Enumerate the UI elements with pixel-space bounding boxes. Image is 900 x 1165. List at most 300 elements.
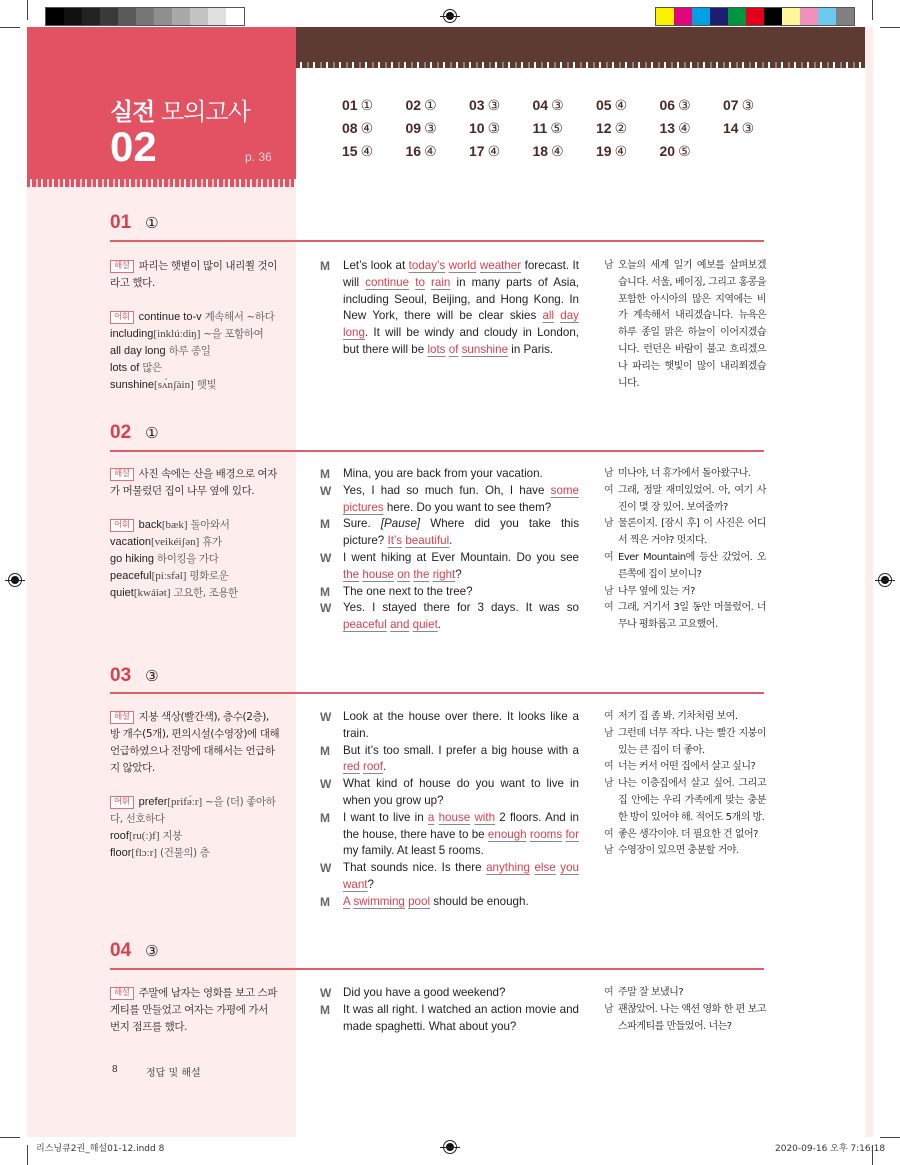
translation-line xyxy=(604,258,766,392)
dialog-fragment: [Pause] xyxy=(380,517,421,531)
dialog-line xyxy=(320,258,579,359)
dialog-fragment: Did you have a good weekend? xyxy=(343,986,506,999)
dialog-fragment: here. Do you want to see them? xyxy=(383,500,552,514)
translation-line xyxy=(604,709,766,726)
color-swatch xyxy=(728,8,746,25)
translation-line xyxy=(604,726,766,760)
answer-key-item xyxy=(406,120,470,137)
vocabulary-tag: 어휘 xyxy=(110,796,134,809)
dialog-text xyxy=(343,743,579,777)
dialog-line xyxy=(320,516,579,550)
speaker-label: 여 xyxy=(604,551,614,563)
gray-swatch xyxy=(190,8,208,25)
vocabulary-item xyxy=(110,377,280,394)
color-swatch xyxy=(674,8,692,25)
section-heading xyxy=(110,665,159,687)
gray-swatch xyxy=(226,8,244,25)
color-swatch xyxy=(710,8,728,25)
section-number: 03 xyxy=(110,665,132,686)
speaker-label: M xyxy=(320,1002,330,1017)
dialog-fragment: Where did you take this picture? xyxy=(343,517,579,548)
dialog-fragment: ? xyxy=(455,567,462,581)
dialog-line xyxy=(320,894,579,911)
dictation-blank: roof xyxy=(363,760,383,774)
slug-timestamp: 2020-09-16 오후 7:16:18 xyxy=(775,1144,886,1154)
answer-key-item xyxy=(406,97,470,114)
vocab-word: prefer xyxy=(138,796,168,808)
dialog-fragment: Yes. I stayed there for 3 days. It was so xyxy=(343,601,579,615)
answer-choice: ③ xyxy=(487,120,501,136)
registration-mark-icon xyxy=(8,573,22,587)
vocab-phonetic: [sʌ́nʃàin] xyxy=(154,379,194,391)
answer-choice: ② xyxy=(614,120,628,136)
answer-key-item xyxy=(596,120,660,137)
dictation-blank: weather xyxy=(479,259,522,272)
dialog-fragment: Let’s look at xyxy=(343,259,409,272)
translation-text: 저기 집 좀 봐. 기차처럼 보여. xyxy=(618,711,738,722)
grayscale-color-bar xyxy=(45,7,245,26)
vocab-meaning: 평화로운 xyxy=(189,570,229,582)
color-swatch xyxy=(692,8,710,25)
vocab-meaning: 돌아와서 xyxy=(190,519,230,531)
dictation-blank: peaceful xyxy=(343,618,387,632)
vocabulary-item xyxy=(110,551,280,568)
translation-text: 수영장이 있으면 충분할 거야. xyxy=(618,845,739,857)
translation-text: 괜찮았어. 나는 액션 영화 한 편 보고 스파게티를 만들었어. 너는? xyxy=(618,1003,766,1032)
translation-text: 미나야, 너 휴가에서 돌아왔구나. xyxy=(618,468,751,479)
speaker-label: 남 xyxy=(604,518,614,530)
registration-mark-icon xyxy=(443,1140,457,1154)
dialog-text xyxy=(343,985,579,1002)
explanation-block xyxy=(110,466,280,602)
right-bleed-strip xyxy=(865,27,873,1137)
gray-swatch xyxy=(64,8,82,25)
dialog-text xyxy=(343,550,579,584)
question-number: 07 xyxy=(723,97,739,113)
vocab-word: floor xyxy=(110,847,132,859)
speaker-label: W xyxy=(320,550,332,565)
answer-choice: ④ xyxy=(424,143,437,159)
answer-key-item xyxy=(406,143,470,160)
vocab-word: sunshine xyxy=(110,379,155,391)
section-answer: ③ xyxy=(145,943,159,960)
vocab-word: continue to-v xyxy=(138,311,202,323)
translation-line xyxy=(604,843,766,860)
dialog-line xyxy=(320,550,579,584)
answer-key-item xyxy=(469,143,533,160)
color-swatch xyxy=(782,8,800,25)
answer-choice: ⑤ xyxy=(678,143,691,159)
answer-choice: ③ xyxy=(741,120,755,136)
translation-line xyxy=(604,516,766,550)
answer-key-item xyxy=(596,97,660,114)
dictation-blank: rooms xyxy=(529,827,563,841)
explanation xyxy=(110,466,280,500)
dictation-blank: pictures xyxy=(343,500,384,514)
dictation-blank: enough xyxy=(487,827,527,841)
answer-choice: ④ xyxy=(487,143,501,159)
color-swatch xyxy=(818,8,836,25)
korean-translation xyxy=(604,709,766,860)
section-answer: ① xyxy=(145,425,159,442)
vocabulary-item xyxy=(110,828,280,845)
dialog-fragment: Yes, I had so much fun. Oh, I have xyxy=(343,483,551,497)
question-number: 01 xyxy=(342,97,358,113)
dialog-fragment: in Paris. xyxy=(508,342,554,356)
dictation-blank: beautiful xyxy=(405,534,450,548)
question-number: 18 xyxy=(532,143,549,159)
dictation-blank: red xyxy=(343,760,360,774)
explanation-tag: 해설 xyxy=(110,468,134,481)
answer-key-item xyxy=(723,120,787,137)
speaker-label: 남 xyxy=(604,727,614,739)
vocab-word: back xyxy=(138,519,162,531)
answer-choice: ④ xyxy=(551,143,564,159)
vocab-meaning: ~을 (더) 좋아하다, 선호하다 xyxy=(110,796,276,825)
vocab-phonetic: [ru(ː)f] xyxy=(128,830,160,842)
translation-line xyxy=(604,827,766,844)
vocab-meaning: 하이킹을 가다 xyxy=(157,553,219,565)
vocabulary-list xyxy=(110,309,280,394)
answer-key-item xyxy=(723,97,787,114)
answer-key-item xyxy=(660,143,724,160)
answer-key-item xyxy=(342,143,406,160)
dialog-fragment: in many parts of Asia, including Seoul, Beijing, and Hong Kong. In New York, there will be clear skies xyxy=(343,275,579,323)
crop-mark xyxy=(880,1137,900,1138)
answer-key-grid xyxy=(342,97,787,160)
answer-key-item xyxy=(660,120,724,137)
question-number: 05 xyxy=(596,97,612,113)
color-swatch xyxy=(746,8,764,25)
answer-key-item xyxy=(533,143,597,160)
vocabulary-list xyxy=(110,794,280,862)
vocabulary-item xyxy=(110,517,280,534)
dialog-text xyxy=(343,709,579,743)
speaker-label: M xyxy=(320,894,330,909)
question-number: 14 xyxy=(723,120,739,136)
korean-translation xyxy=(604,466,766,634)
translation-line xyxy=(604,483,766,517)
vocabulary-item xyxy=(110,309,280,326)
dictation-blank: today’s xyxy=(408,259,446,272)
vocabulary-tag: 어휘 xyxy=(110,311,134,324)
vocabulary-item xyxy=(110,794,280,828)
translation-text: Ever Mountain에 등산 갔었어. 오른쪽에 집이 보이니? xyxy=(618,551,766,580)
dialog-fragment: . xyxy=(437,618,442,632)
answer-key-item xyxy=(533,120,597,137)
translation-line xyxy=(604,550,766,584)
speaker-label: 여 xyxy=(604,761,614,773)
dialog-text xyxy=(343,1002,579,1036)
translation-text: 오늘의 세계 일기 예보를 살펴보겠습니다. 서울, 베이징, 그리고 홍콩을 포함한 아시아의 많은 지역에는 비가 계속해서 내리겠습니다. 뉴욕은 하루 종일 맑은 하늘이 이어지겠습니다. 런던은 바람이 불고 흐리겠으나 파리는 햇빛이 많이 내리쬐겠습니다. xyxy=(618,260,766,389)
speaker-label: W xyxy=(320,777,332,792)
speaker-label: M xyxy=(320,743,330,758)
speaker-label: 여 xyxy=(604,711,614,722)
translation-line xyxy=(604,776,766,826)
vocabulary-item xyxy=(110,845,280,862)
dictation-blank: long xyxy=(343,326,365,340)
dictation-blank: house xyxy=(438,810,471,824)
answer-choice: ③ xyxy=(741,97,755,113)
explanation-block xyxy=(110,709,280,862)
dialog-fragment: ? xyxy=(367,877,374,891)
vocabulary-item xyxy=(110,343,280,360)
gray-swatch xyxy=(154,8,172,25)
dialog-fragment: my family. At least 5 rooms. xyxy=(343,844,484,858)
section-number: 01 xyxy=(110,212,132,233)
answer-choice: ③ xyxy=(678,97,691,113)
speaker-label: 남 xyxy=(604,845,614,857)
dialog-line xyxy=(320,776,579,810)
dialog-text xyxy=(343,810,579,860)
question-number: 03 xyxy=(469,97,485,113)
question-number: 10 xyxy=(469,120,485,136)
answer-key-item xyxy=(533,97,597,114)
speaker-label: 남 xyxy=(604,778,614,790)
answer-key-item xyxy=(469,97,533,114)
dialog-fragment: . It will be windy and cloudy in London, but there will be xyxy=(343,326,579,356)
vocabulary-item xyxy=(110,360,280,377)
header-brown-strip xyxy=(296,27,865,64)
section-heading xyxy=(110,212,159,234)
translation-line xyxy=(604,600,766,634)
vocab-phonetic: [prifə́ːr] xyxy=(167,796,203,808)
vocab-phonetic: [inklúːdiŋ] xyxy=(153,328,201,340)
dialog-fragment: But it’s too small. I prefer a big house with a xyxy=(343,743,579,757)
vocab-word: all day long xyxy=(110,345,166,357)
dialog-fragment: Sure. xyxy=(343,517,381,531)
dictation-blank: rain xyxy=(431,275,451,289)
vocab-phonetic: [píːsfəl] xyxy=(151,570,187,582)
dictation-blank: world xyxy=(448,259,477,272)
answer-choice: ④ xyxy=(678,120,691,136)
dictation-blank: and xyxy=(390,618,410,632)
section-heading xyxy=(110,422,159,444)
answer-choice: ① xyxy=(360,97,374,113)
vocab-phonetic: [veikéiʃən] xyxy=(150,536,200,548)
dictation-blank: It’s xyxy=(387,534,403,548)
explanation-tag: 해설 xyxy=(110,711,134,724)
dictation-blank: continue xyxy=(365,275,410,289)
registration-mark-icon xyxy=(443,9,457,23)
dictation-blank: pool xyxy=(408,894,431,908)
dictation-blank: swimming xyxy=(353,894,405,908)
crop-mark xyxy=(27,0,28,20)
section-number: 04 xyxy=(110,940,132,961)
dictation-blank: day xyxy=(560,309,579,323)
vocab-word: roof xyxy=(110,830,129,842)
dialog-line xyxy=(320,600,579,634)
question-number: 09 xyxy=(405,120,422,136)
crop-mark xyxy=(27,1145,28,1165)
question-number: 20 xyxy=(659,143,676,159)
translation-text: 나는 이층집에서 살고 싶어. 그리고 집 안에는 우리 가족에게 맞는 충분한 방이 있어야 해. 적어도 5개의 방. xyxy=(618,778,766,823)
dialog-line xyxy=(320,483,579,517)
dialog-fragment: The one next to the tree? xyxy=(343,584,473,598)
cmyk-color-bar xyxy=(655,7,855,26)
dialog-line xyxy=(320,584,579,601)
dictation-blank: the xyxy=(343,567,360,581)
slug-filename: 리스닝큐2권_해설01-12.indd 8 xyxy=(36,1144,165,1154)
dialog-script xyxy=(320,709,579,911)
question-number: 15 xyxy=(342,143,358,159)
question-number: 12 xyxy=(596,120,612,136)
vocab-meaning: ~을 포함하여 xyxy=(203,328,264,340)
speaker-label: W xyxy=(320,861,332,876)
vocab-word: lots of xyxy=(110,362,140,374)
translation-text: 그래, 거기서 3일 동안 머물렀어. 너무나 평화롭고 고요했어. xyxy=(618,602,766,631)
crop-mark xyxy=(0,1137,20,1138)
dialog-text xyxy=(343,584,579,601)
translation-text: 그런데 너무 작다. 나는 빨간 지붕이 있는 큰 집이 더 좋아. xyxy=(618,727,766,756)
question-number: 08 xyxy=(342,120,358,136)
vocab-word: vacation xyxy=(110,536,151,548)
explanation xyxy=(110,258,280,292)
question-number: 16 xyxy=(405,143,422,159)
explanation-text: 파리는 햇볕이 많이 내리쬘 것이라고 했다. xyxy=(110,260,278,289)
translation-text: 나무 옆에 있는 거? xyxy=(618,585,695,597)
dictation-blank: sunshine xyxy=(461,342,509,356)
vocab-meaning: 지붕 xyxy=(162,830,182,842)
dictation-blank: the xyxy=(413,567,430,581)
explanation-text: 사진 속에는 산을 배경으로 여자가 머물렀던 집이 나무 옆에 있다. xyxy=(110,468,278,497)
dialog-fragment: forecast. It will xyxy=(343,259,579,289)
vocabulary-item xyxy=(110,534,280,551)
question-number: 06 xyxy=(659,97,676,113)
answer-choice: ④ xyxy=(614,97,628,113)
section-divider xyxy=(110,450,764,452)
dialog-line xyxy=(320,1002,579,1036)
dictation-blank: lots xyxy=(427,342,446,356)
speaker-label: M xyxy=(320,810,330,825)
answer-choice: ④ xyxy=(360,143,374,159)
section-divider xyxy=(110,968,764,970)
title-bold: 실전 xyxy=(110,98,155,126)
question-number: 11 xyxy=(532,120,548,136)
gray-swatch xyxy=(208,8,226,25)
vocab-meaning: (건물의) 층 xyxy=(160,847,210,859)
dictation-blank: some xyxy=(550,483,579,497)
speaker-label: M xyxy=(320,584,330,599)
dialog-line xyxy=(320,709,579,743)
question-number: 02 xyxy=(405,97,422,113)
gray-swatch xyxy=(172,8,190,25)
test-title xyxy=(110,92,250,127)
translation-line xyxy=(604,1002,766,1036)
speaker-label: 여 xyxy=(604,484,614,496)
answer-key-item xyxy=(596,143,660,160)
dictation-blank: on xyxy=(397,567,411,581)
explanation-text: 지붕 색상(빨간색), 층수(2층), 방 개수(5개), 편의시설(수영장)에 대해 언급하였으나 전망에 대해서는 언급하지 않았다. xyxy=(110,711,280,774)
dictation-blank: of xyxy=(448,342,459,356)
speaker-label: M xyxy=(320,467,330,481)
vocab-phonetic: [kwáiət] xyxy=(133,587,171,599)
gray-swatch xyxy=(100,8,118,25)
footer-label: 정답 및 해설 xyxy=(146,1068,201,1079)
speaker-label: M xyxy=(320,517,330,532)
page-number: 8 xyxy=(112,1064,118,1075)
dialog-fragment: It was all right. I watched an action movie and made spaghetti. What about you? xyxy=(343,1002,579,1033)
dialog-script xyxy=(320,258,579,359)
dialog-text xyxy=(343,258,579,359)
speaker-label: 남 xyxy=(604,1003,614,1015)
translation-line xyxy=(604,759,766,776)
vocab-meaning: 계속해서 ~하다 xyxy=(204,311,275,323)
vocab-word: including xyxy=(110,328,154,340)
gray-swatch xyxy=(82,8,100,25)
answer-key-item xyxy=(342,97,406,114)
dialog-text xyxy=(343,516,579,550)
dialog-fragment: Look at the house over there. It looks like a train. xyxy=(343,710,579,740)
answer-key-item xyxy=(342,120,406,137)
dictation-blank: want xyxy=(343,877,368,891)
dictation-blank: A xyxy=(343,894,351,908)
section-number: 02 xyxy=(110,422,132,443)
dialog-fragment: I want to live in xyxy=(343,810,428,824)
dialog-line xyxy=(320,810,579,860)
gray-swatch xyxy=(136,8,154,25)
answer-choice: ③ xyxy=(551,97,564,113)
vocab-meaning: 고요한, 조용한 xyxy=(173,587,238,599)
crop-mark xyxy=(0,27,20,28)
color-swatch xyxy=(656,8,674,25)
dictation-blank: quiet xyxy=(412,618,438,632)
speaker-label: 여 xyxy=(604,828,614,840)
dialog-text xyxy=(343,776,579,810)
question-number: 13 xyxy=(659,120,676,136)
color-swatch xyxy=(800,8,818,25)
crop-mark xyxy=(872,0,873,20)
vocab-meaning: 하루 종일 xyxy=(168,345,211,357)
gray-swatch xyxy=(118,8,136,25)
speaker-label: 여 xyxy=(604,987,614,998)
vocabulary-item xyxy=(110,568,280,585)
dialog-fragment: 2 floors. And in the house, there have to be xyxy=(343,810,579,841)
vocabulary-item xyxy=(110,585,280,602)
question-number: 19 xyxy=(596,143,612,159)
vocab-meaning: 햇빛 xyxy=(196,379,217,391)
dialog-fragment: What kind of house do you want to live in when you grow up? xyxy=(343,777,579,807)
speaker-label: W xyxy=(320,601,332,616)
dialog-fragment: Mina, you are back from your vacation. xyxy=(343,467,543,480)
vocab-meaning: 휴가 xyxy=(202,536,222,548)
vocab-word: go hiking xyxy=(110,553,155,565)
speaker-label: M xyxy=(320,259,330,273)
color-swatch xyxy=(836,8,854,25)
vocabulary-item xyxy=(110,326,280,343)
dialog-fragment: . xyxy=(449,534,453,548)
dictation-blank: for xyxy=(565,827,579,841)
dictation-blank: house xyxy=(362,567,394,581)
korean-translation xyxy=(604,258,766,392)
translation-line xyxy=(604,985,766,1002)
dialog-fragment: I went hiking at Ever Mountain. Do you see xyxy=(343,550,579,564)
dialog-script xyxy=(320,985,579,1035)
explanation-tag: 해설 xyxy=(110,260,134,273)
question-number: 17 xyxy=(469,143,485,159)
color-swatch xyxy=(764,8,782,25)
dialog-line xyxy=(320,743,579,777)
speaker-label: W xyxy=(320,986,332,1000)
section-divider xyxy=(110,240,764,242)
dialog-text xyxy=(343,466,579,483)
speaker-label: 남 xyxy=(604,260,614,271)
dictation-blank: anything xyxy=(486,861,530,875)
answer-choice: ④ xyxy=(614,143,628,159)
question-number: 04 xyxy=(532,97,549,113)
dialog-script xyxy=(320,466,579,634)
answer-key-item xyxy=(660,97,724,114)
